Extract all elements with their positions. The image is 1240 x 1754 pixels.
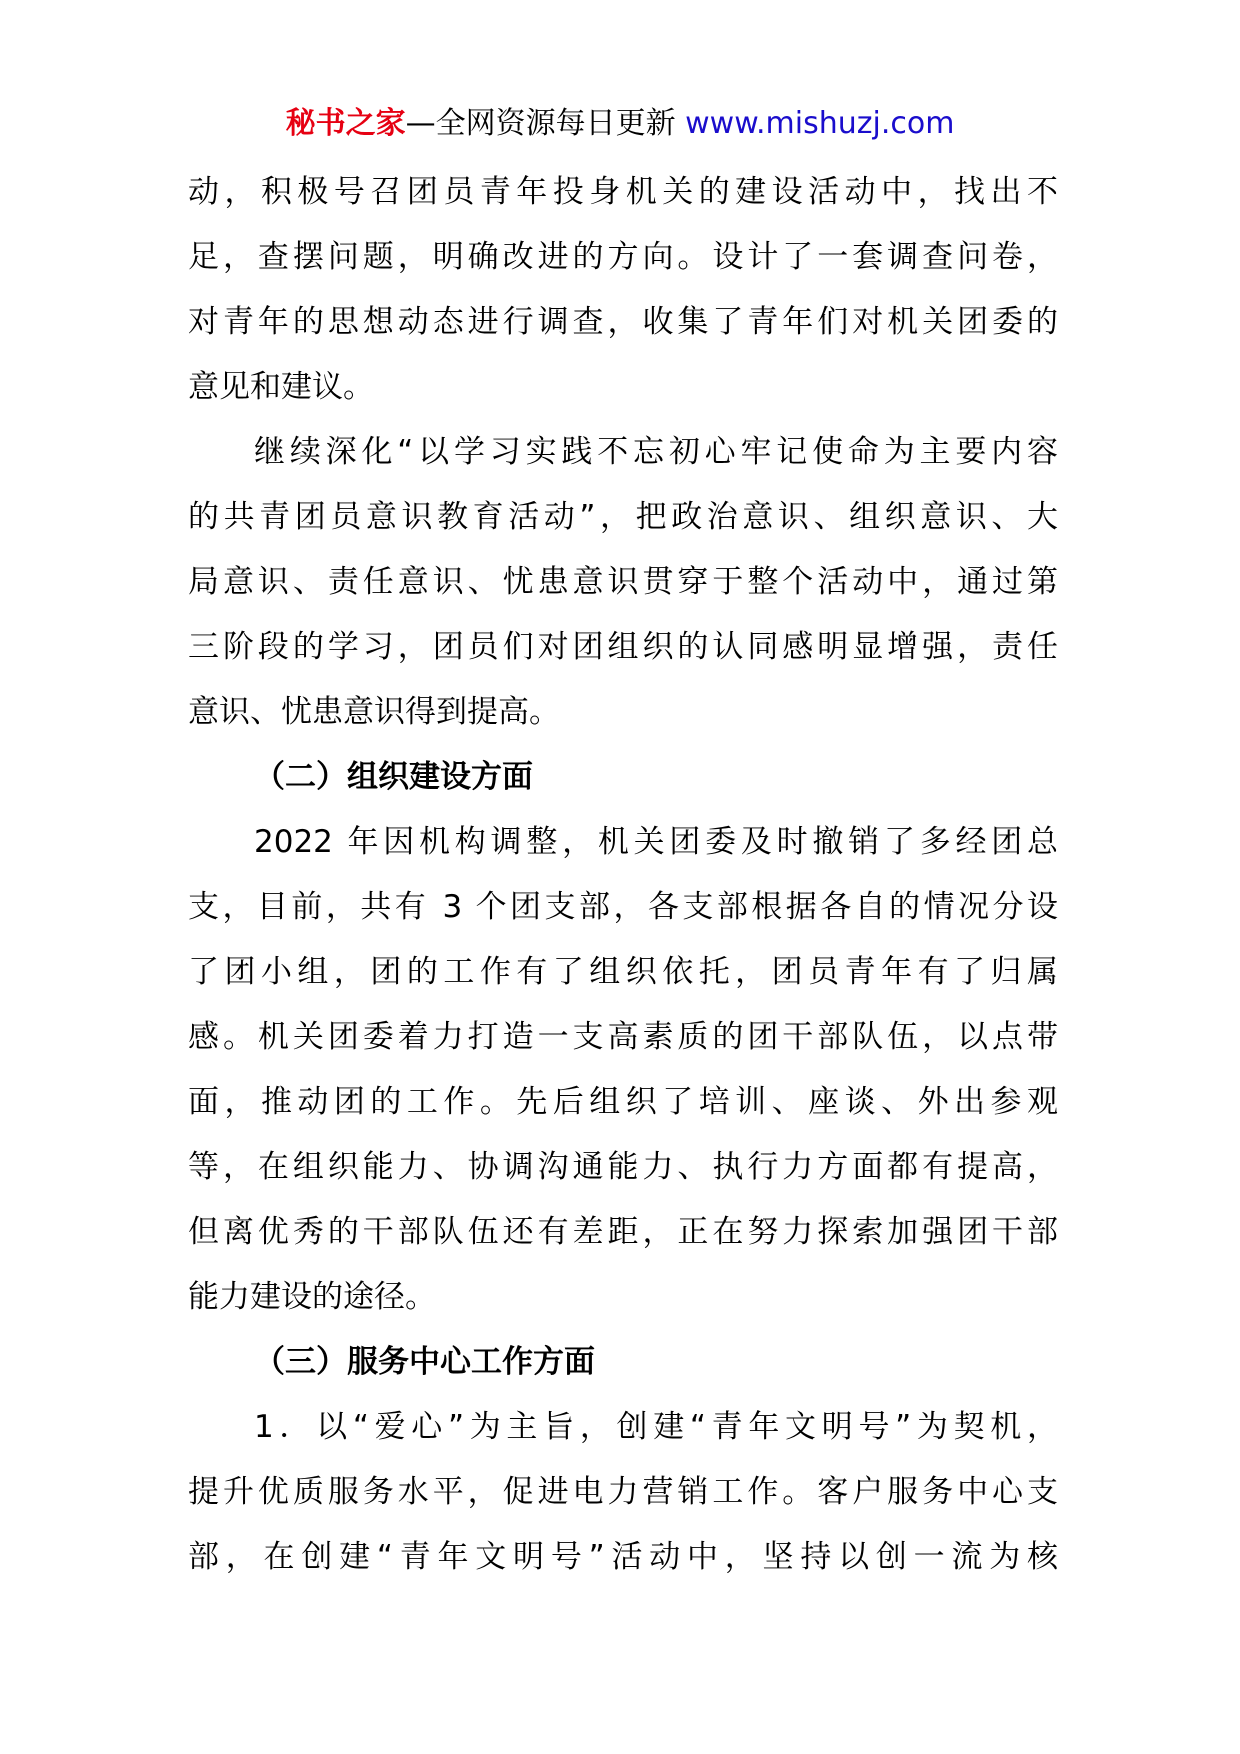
site-header	[0, 104, 1240, 144]
text-line: 感。机关团委着力打造一支高素质的团干部队伍，以点带	[188, 1019, 1058, 1055]
text-line: 局意识、责任意识、忧患意识贯穿于整个活动中，通过第	[188, 564, 1058, 600]
paragraph-first-line: 2022 年因机构调整，机关团委及时撤销了多经团总	[254, 824, 1058, 860]
text-line: 了团小组，团的工作有了组织依托，团员青年有了归属	[188, 954, 1058, 990]
text-line: 面，推动团的工作。先后组织了培训、座谈、外出参观	[188, 1084, 1058, 1120]
paragraph-first-line: 1．以“爱心”为主旨，创建“青年文明号”为契机，	[254, 1409, 1058, 1445]
paragraph-first-line: 继续深化“以学习实践不忘初心牢记使命为主要内容	[254, 434, 1058, 470]
text-line: 意识、忧患意识得到提高。	[188, 694, 560, 730]
site-tagline: —全网资源每日更新	[405, 106, 676, 141]
section-heading: （二）组织建设方面	[254, 759, 533, 795]
section-heading: （三）服务中心工作方面	[254, 1344, 595, 1380]
text-line: 部，在创建“青年文明号”活动中，坚持以创一流为核	[188, 1539, 1058, 1575]
site-brand: 秘书之家	[285, 106, 406, 141]
text-line: 支，目前，共有 3 个团支部，各支部根据各自的情况分设	[188, 889, 1058, 925]
text-line: 动，积极号召团员青年投身机关的建设活动中，找出不	[188, 174, 1058, 210]
text-line: 能力建设的途径。	[188, 1279, 436, 1315]
text-line: 但离优秀的干部队伍还有差距，正在努力探索加强团干部	[188, 1214, 1058, 1250]
text-line: 的共青团员意识教育活动”，把政治意识、组织意识、大	[188, 499, 1058, 535]
text-line: 足，查摆问题，明确改进的方向。设计了一套调查问卷，	[188, 239, 1058, 275]
text-line: 提升优质服务水平，促进电力营销工作。客户服务中心支	[188, 1474, 1058, 1510]
text-line: 等，在组织能力、协调沟通能力、执行力方面都有提高，	[188, 1149, 1058, 1185]
text-line: 意见和建议。	[188, 369, 374, 405]
text-line: 对青年的思想动态进行调查，收集了青年们对机关团委的	[188, 304, 1058, 340]
document-body	[188, 160, 1058, 1590]
site-url-link[interactable]: www.mishuzj.com	[685, 106, 955, 141]
text-line: 三阶段的学习，团员们对团组织的认同感明显增强，责任	[188, 629, 1058, 665]
